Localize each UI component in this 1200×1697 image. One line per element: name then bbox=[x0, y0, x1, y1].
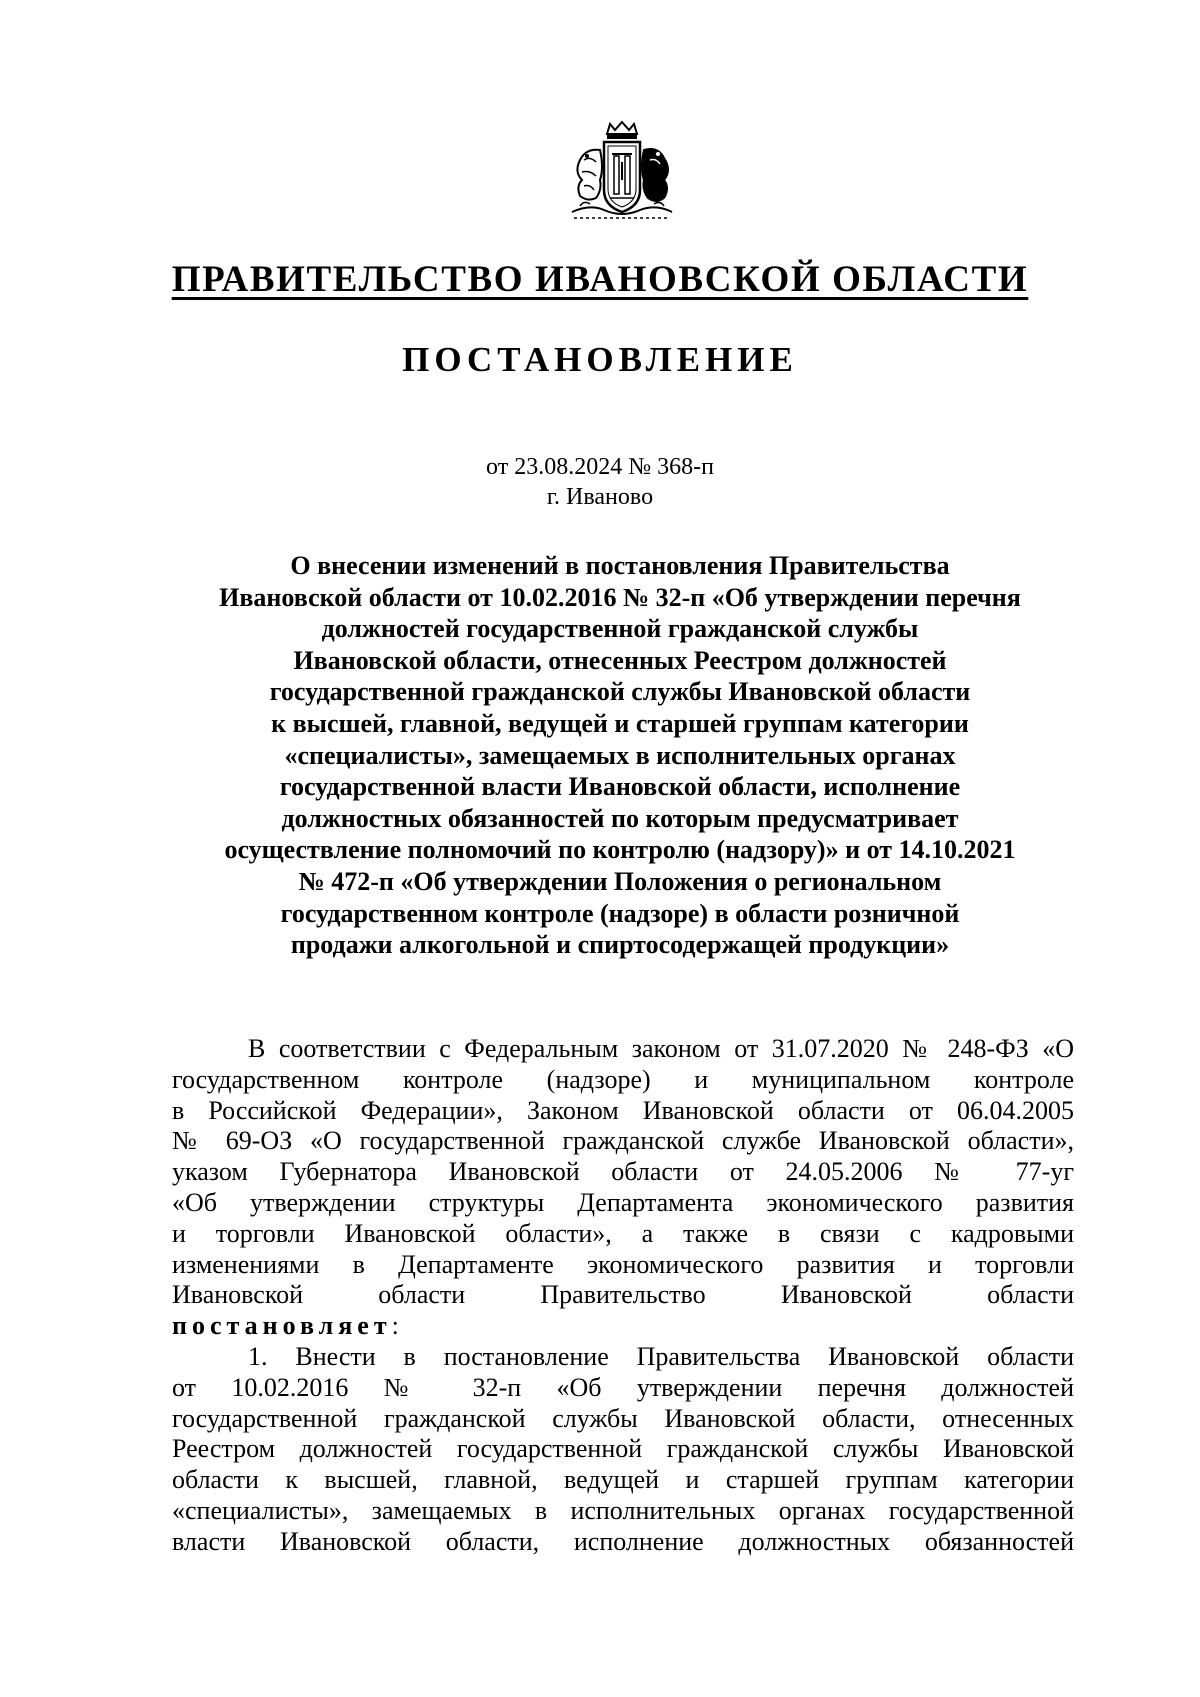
subject-line: осуществление полномочий по контролю (надзору)» и от 14.10.2021 bbox=[224, 835, 1016, 865]
subject-line: Ивановской области от 10.02.2016 № 32-п «Об утверждении перечня bbox=[219, 582, 1021, 612]
item1-line: Реестром должностей государственной гражданской службы Ивановской bbox=[172, 1434, 1074, 1464]
item1-line: «специалисты», замещаемых в исполнительных органах государственной bbox=[172, 1495, 1074, 1525]
item1-line: власти Ивановской области, исполнение должностных обязанностей bbox=[172, 1526, 1074, 1556]
item1-line: от 10.02.2016 № 32-п «Об утверждении перечня должностей bbox=[172, 1372, 1074, 1402]
decree-line bbox=[172, 1311, 1074, 1342]
decree-colon: : bbox=[391, 1311, 399, 1341]
subject-line: должностей государственной гражданской службы bbox=[321, 614, 919, 644]
organization-title-text: ПРАВИТЕЛЬСТВО ИВАНОВСКОЙ ОБЛАСТИ bbox=[171, 259, 1029, 300]
subject-line: государственном контроле (надзоре) в области розничной bbox=[280, 898, 960, 928]
subject-line: О внесении изменений в постановления Правительства bbox=[290, 551, 950, 580]
item1-line: области к высшей, главной, ведущей и старшей группам категории bbox=[172, 1465, 1074, 1495]
subject-line: к высшей, главной, ведущей и старшей группам категории bbox=[271, 708, 969, 738]
document-body bbox=[172, 1034, 1074, 1558]
preamble-line: изменениями в Департаменте экономического развития и торговли bbox=[172, 1249, 1074, 1279]
preamble-line: и торговли Ивановской области», а также в связи с кадровыми bbox=[172, 1218, 1074, 1248]
document-date-number: от 23.08.2024 № 368-п bbox=[486, 454, 714, 480]
item1-line: 1. Внести в постановление Правительства Ивановской области bbox=[248, 1341, 1074, 1371]
preamble-line: В соответствии с Федеральным законом от 31.07.2020 № 248-ФЗ «О bbox=[248, 1034, 1074, 1063]
subject-line: «специалисты», замещаемых в исполнительных органах bbox=[284, 740, 956, 770]
preamble-line: указом Губернатора Ивановской области от 24.05.2006 № 77-уг bbox=[172, 1157, 1074, 1187]
preamble-line: в Российской Федерации», Законом Ивановской области от 06.04.2005 bbox=[172, 1095, 1074, 1125]
preamble-line: № 69-ОЗ «О государственной гражданской службе Ивановской области», bbox=[172, 1126, 1074, 1156]
document-type: ПОСТАНОВЛЕНИЕ bbox=[402, 340, 798, 379]
preamble-line: «Об утверждении структуры Департамента экономического развития bbox=[172, 1187, 1074, 1217]
coat-of-arms-icon bbox=[560, 120, 684, 226]
document-subject bbox=[160, 550, 1080, 961]
preamble-line: Ивановской области Правительство Ивановской области bbox=[172, 1280, 1074, 1310]
document-city: г. Иваново bbox=[546, 484, 654, 510]
subject-line: государственной гражданской службы Ивановской области bbox=[269, 677, 971, 707]
subject-line: № 472-п «Об утверждении Положения о региональном bbox=[298, 866, 942, 896]
organization-title bbox=[0, 258, 1200, 302]
item1-line: государственной гражданской службы Ивановской области, отнесенных bbox=[172, 1403, 1074, 1433]
subject-line: Ивановской области, отнесенных Реестром должностей bbox=[293, 645, 947, 675]
subject-line: государственной власти Ивановской области, исполнение bbox=[279, 772, 961, 802]
subject-line: продажи алкогольной и спиртосодержащей продукции» bbox=[290, 930, 950, 960]
subject-line: должностных обязанностей по которым предусматривает bbox=[281, 803, 959, 833]
decree-word: постановляет bbox=[172, 1311, 392, 1341]
preamble-line: государственном контроле (надзоре) и муниципальном контроле bbox=[172, 1064, 1074, 1094]
